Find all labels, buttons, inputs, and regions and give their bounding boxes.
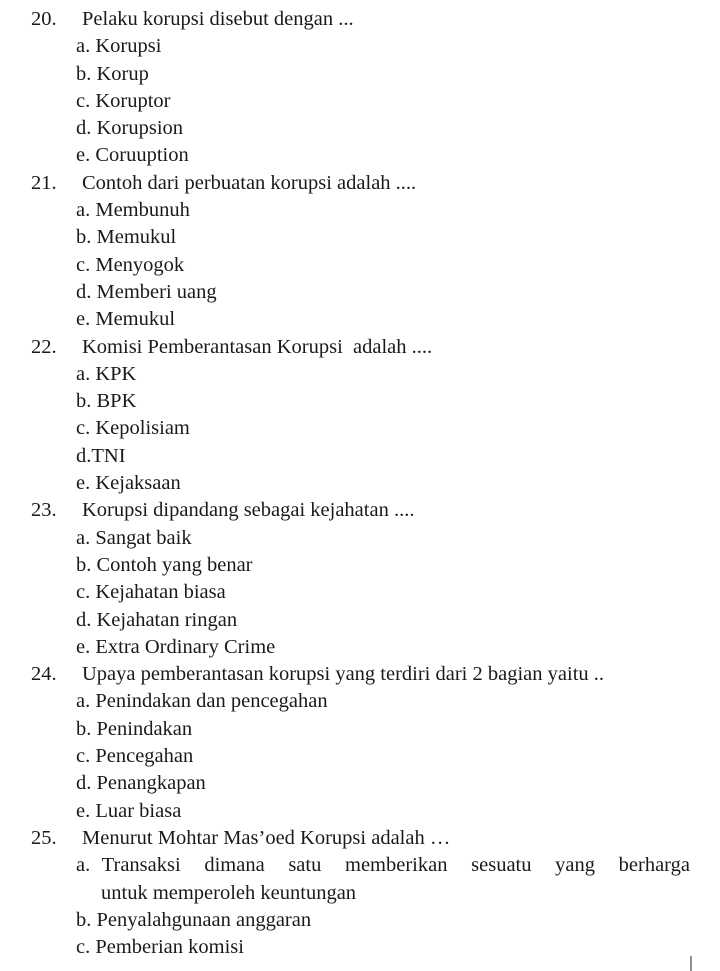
option-e: e. Coruuption — [76, 144, 189, 167]
option-b: b. Penindakan — [76, 717, 193, 740]
option-a: a. Penindakan dan pencegahan — [76, 690, 328, 713]
option-e: e. Extra Ordinary Crime — [76, 635, 276, 658]
question-number: 24. — [31, 663, 57, 686]
option-a-line-2: untuk memperoleh keuntungan — [101, 881, 357, 904]
question-24 — [0, 661, 720, 825]
option-b: b. Penyalahgunaan anggaran — [76, 908, 312, 931]
question-line — [0, 497, 720, 524]
question-number: 21. — [31, 171, 57, 194]
option-a: a. Korupsi — [76, 35, 162, 58]
option-b: b. Contoh yang benar — [76, 553, 253, 576]
option-b: b. Korup — [76, 62, 149, 85]
option-e: e. Memukul — [76, 308, 176, 331]
question-21 — [0, 170, 720, 334]
option-d: d. Memberi uang — [76, 280, 217, 303]
question-line — [0, 825, 720, 852]
option-c: c. Menyogok — [76, 253, 185, 276]
option-a-line-1: a. Transaksi dimana satu memberikan sesuatu yang berharga — [76, 854, 690, 877]
question-number: 25. — [31, 826, 57, 849]
question-text: Komisi Pemberantasan Korupsi adalah .... — [82, 335, 433, 358]
option-c: c. Pemberian komisi — [76, 936, 244, 959]
question-line — [0, 6, 720, 33]
question-25 — [0, 825, 720, 961]
option-d: d.TNI — [76, 444, 126, 467]
question-text: Menurut Mohtar Mas’oed Korupsi adalah … — [82, 826, 451, 849]
question-text: Korupsi dipandang sebagai kejahatan .... — [82, 499, 415, 522]
question-22 — [0, 334, 720, 498]
question-text: Upaya pemberantasan korupsi yang terdiri dari 2 bagian yaitu .. — [82, 663, 605, 686]
option-c: c. Kepolisiam — [76, 417, 190, 440]
option-d: d. Penangkapan — [76, 772, 206, 795]
question-line — [0, 334, 720, 361]
question-20 — [0, 6, 720, 170]
option-e: e. Kejaksaan — [76, 472, 181, 495]
option-a: a. Sangat baik — [76, 526, 192, 549]
question-number: 22. — [31, 335, 57, 358]
question-number: 20. — [31, 8, 57, 30]
question-line — [0, 661, 720, 688]
question-text: Pelaku korupsi disebut dengan ... — [82, 8, 354, 30]
option-e: e. Luar biasa — [76, 799, 182, 822]
option-a: a. KPK — [76, 362, 137, 385]
question-text: Contoh dari perbuatan korupsi adalah .... — [82, 171, 417, 194]
question-number: 23. — [31, 499, 57, 522]
option-c: c. Kejahatan biasa — [76, 581, 226, 604]
option-b: b. BPK — [76, 390, 137, 413]
question-line — [0, 170, 720, 197]
text-cursor-mark — [690, 956, 692, 971]
option-d: d. Kejahatan ringan — [76, 608, 238, 631]
option-b: b. Memukul — [76, 226, 177, 249]
option-a — [0, 852, 720, 907]
option-c: c. Koruptor — [76, 89, 171, 112]
option-c: c. Pencegahan — [76, 745, 194, 768]
option-d: d. Korupsion — [76, 117, 184, 140]
question-23 — [0, 497, 720, 661]
option-a: a. Membunuh — [76, 199, 190, 222]
